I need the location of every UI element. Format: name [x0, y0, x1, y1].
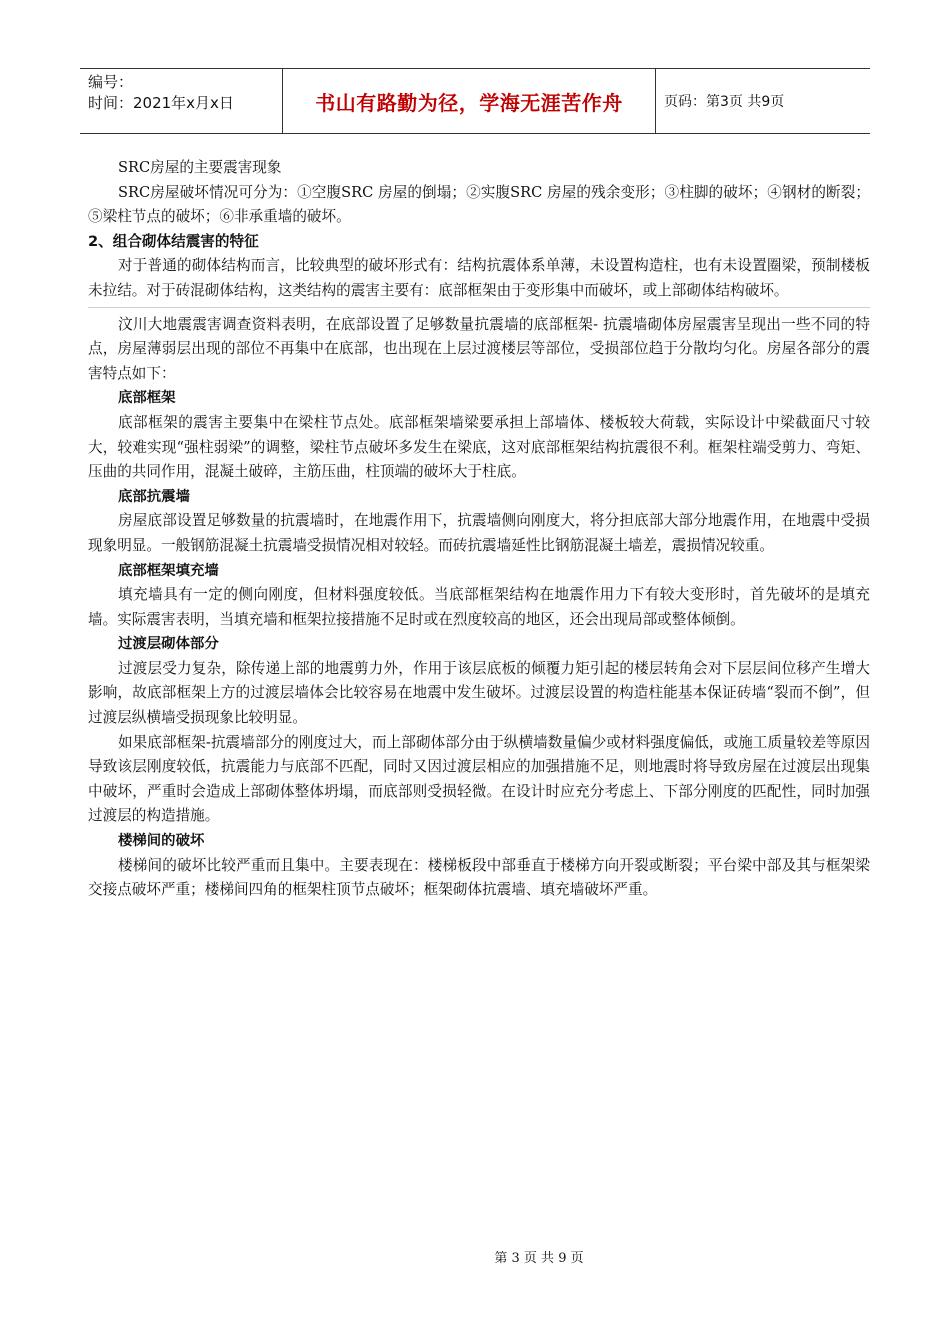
body-paragraph: 如果底部框架-抗震墙部分的刚度过大，而上部砌体部分由于纵横墙数量偏少或材料强度偏低，或施工质量较差等原因导致该层刚度较低，抗震能力与底部不匹配，同时又因过渡层相应的加强措施不足，则地震时将导致房屋在过渡层出现集中破坏，严重时会造成上部砌体整体坍塌，而底部则受损轻微。在设计时应充分考虑上、下部分刚度的匹配性，同时加强过渡层的构造措施。 — [88, 733, 870, 825]
page-header — [80, 68, 870, 134]
section-divider — [88, 307, 870, 308]
body-paragraph: 底部框架的震害主要集中在梁柱节点处。底部框架墙梁要承担上部墙体、楼板较大荷载，实际设计中梁截面尺寸较大，较难实现“强柱弱梁”的调整，梁柱节点破坏多发生在梁底，这对底部框架结构抗震很不利。框架柱端受剪力、弯矩、压曲的共同作用，混凝土破碎，主筋压曲，柱顶端的破坏大于柱底。 — [88, 413, 870, 481]
subsection-heading: 底部框架填充墙 — [118, 562, 219, 579]
subsection-heading: 底部框架 — [118, 390, 176, 407]
header-left-cell — [80, 69, 282, 133]
body-paragraph: 房屋底部设置足够数量的抗震墙时，在地震作用下，抗震墙侧向刚度大，将分担底部大部分地震作用，在地震中受损现象明显。一般钢筋混凝土抗震墙受损情况相对较轻。而砖抗震墙延性比钢筋混凝土墙差，震损情况较重。 — [88, 512, 870, 554]
subsection-heading: 底部抗震墙 — [118, 488, 190, 505]
subsection-heading: 过渡层砌体部分 — [118, 636, 219, 653]
body-paragraph: SRC房屋的主要震害现象 — [118, 159, 282, 176]
section-heading: 2、组合砌体结震害的特征 — [88, 232, 259, 250]
body-paragraph: SRC房屋破坏情况可分为：①空腹SRC 房屋的倒塌；②实腹SRC 房屋的残余变形；③柱脚的破坏；④钢材的断裂；⑤梁柱节点的破坏；⑥非承重墙的破坏。 — [88, 183, 870, 226]
page-footer: 第 3 页 共 9 页 — [494, 1251, 584, 1266]
date-label: 时间：2021年x月x日 — [88, 94, 234, 112]
body-paragraph: 对于普通的砌体结构而言，比较典型的破坏形式有：结构抗震体系单薄，未设置构造柱，也有未设置圈梁，预制楼板未拉结。对于砖混砌体结构，这类结构的震害主要有：底部框架由于变形集中而破坏，或上部砌体结构破坏。 — [88, 257, 870, 299]
subsection-heading: 楼梯间的破坏 — [118, 833, 205, 850]
body-paragraph: 填充墙具有一定的侧向刚度，但材料强度较低。当底部框架结构在地震作用力下有较大变形时，首先破坏的是填充墙。实际震害表明，当填充墙和框架拉接措施不足时或在烈度较高的地区，还会出现局部或整体倾倒。 — [88, 586, 870, 628]
motto: 书山有路勤为径，学海无涯苦作舟 — [282, 69, 656, 133]
page-label: 页码：第3页 共9页 — [664, 94, 785, 110]
body-paragraph: 汶川大地震震害调查资料表明，在底部设置了足够数量抗震墙的底部框架- 抗震墙砌体房屋震害呈现出一些不同的特点，房屋薄弱层出现的部位不再集中在底部，也出现在上层过渡楼层等部位，受损部位趋于分散均匀化。房屋各部分的震害特点如下： — [88, 315, 870, 382]
number-label: 编号： — [88, 73, 134, 91]
body-paragraph: 楼梯间的破坏比较严重而且集中。主要表现在：楼梯板段中部垂直于楼梯方向开裂或断裂；平台梁中部及其与框架梁交接点破坏严重；楼梯间四角的框架柱顶节点破坏；框架砌体抗震墙、填充墙破坏严重。 — [88, 856, 870, 899]
body-paragraph: 过渡层受力复杂，除传递上部的地震剪力外，作用于该层底板的倾覆力矩引起的楼层转角会对下层层间位移产生增大影响，故底部框架上方的过渡层墙体会比较容易在地震中发生破坏。过渡层设置的构造柱能基本保证砖墙“裂而不倒”，但过渡层纵横墙受损现象比较明显。 — [88, 659, 870, 727]
document-body — [88, 156, 870, 903]
